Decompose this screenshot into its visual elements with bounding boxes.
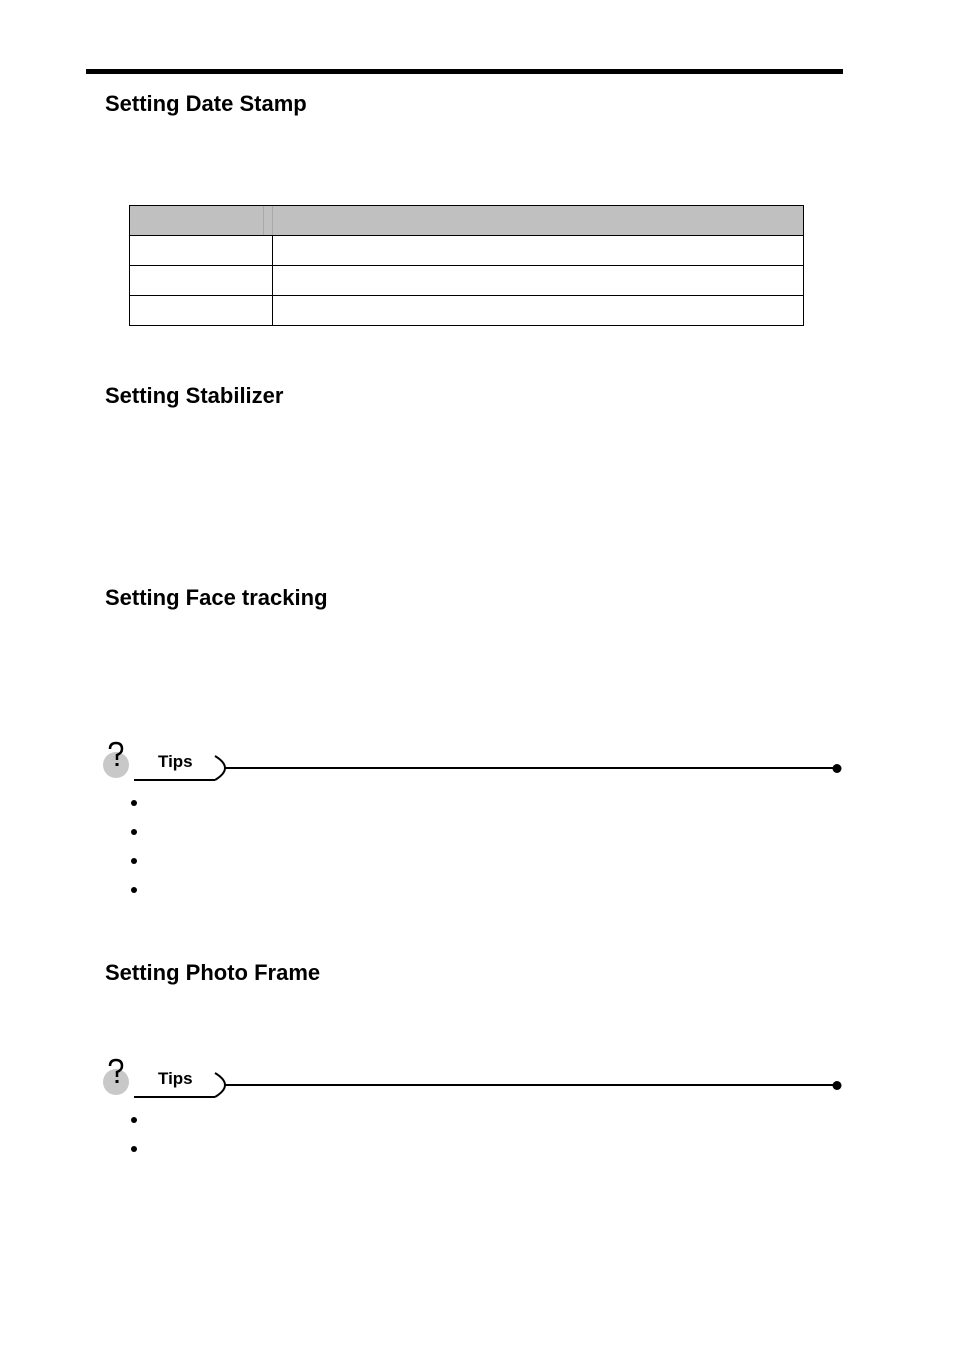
list-item bbox=[131, 851, 137, 880]
tips-list bbox=[131, 793, 137, 909]
table-cell bbox=[273, 296, 804, 326]
tips-box bbox=[102, 740, 847, 785]
heading-date-stamp: Setting Date Stamp bbox=[105, 91, 307, 116]
heading-stabilizer: Setting Stabilizer bbox=[105, 383, 284, 408]
table-cell bbox=[130, 296, 273, 326]
heading-photo-frame: Setting Photo Frame bbox=[105, 960, 321, 985]
top-rule bbox=[86, 69, 843, 74]
tips-box bbox=[102, 1057, 847, 1102]
table-row bbox=[130, 296, 804, 326]
list-item bbox=[131, 1110, 137, 1139]
table-header-cell bbox=[273, 206, 804, 236]
tips-label: Tips bbox=[158, 752, 193, 771]
date-stamp-table bbox=[129, 205, 804, 326]
table-cell bbox=[130, 266, 273, 296]
list-item bbox=[131, 793, 137, 822]
table-header-row bbox=[130, 206, 804, 236]
table-header-cell bbox=[130, 206, 273, 236]
question-mark-icon bbox=[102, 1057, 132, 1099]
tips-label: Tips bbox=[158, 1069, 193, 1088]
table-row bbox=[130, 266, 804, 296]
table-cell bbox=[273, 236, 804, 266]
tips-rule bbox=[102, 740, 847, 785]
list-item bbox=[131, 1139, 137, 1168]
table-cell bbox=[130, 236, 273, 266]
tips-rule bbox=[102, 1057, 847, 1102]
table-cell bbox=[273, 266, 804, 296]
question-mark-icon bbox=[102, 740, 132, 782]
list-item bbox=[131, 822, 137, 851]
heading-face-tracking: Setting Face tracking bbox=[105, 585, 328, 610]
list-item bbox=[131, 880, 137, 909]
tips-list bbox=[131, 1110, 137, 1168]
table-row bbox=[130, 236, 804, 266]
